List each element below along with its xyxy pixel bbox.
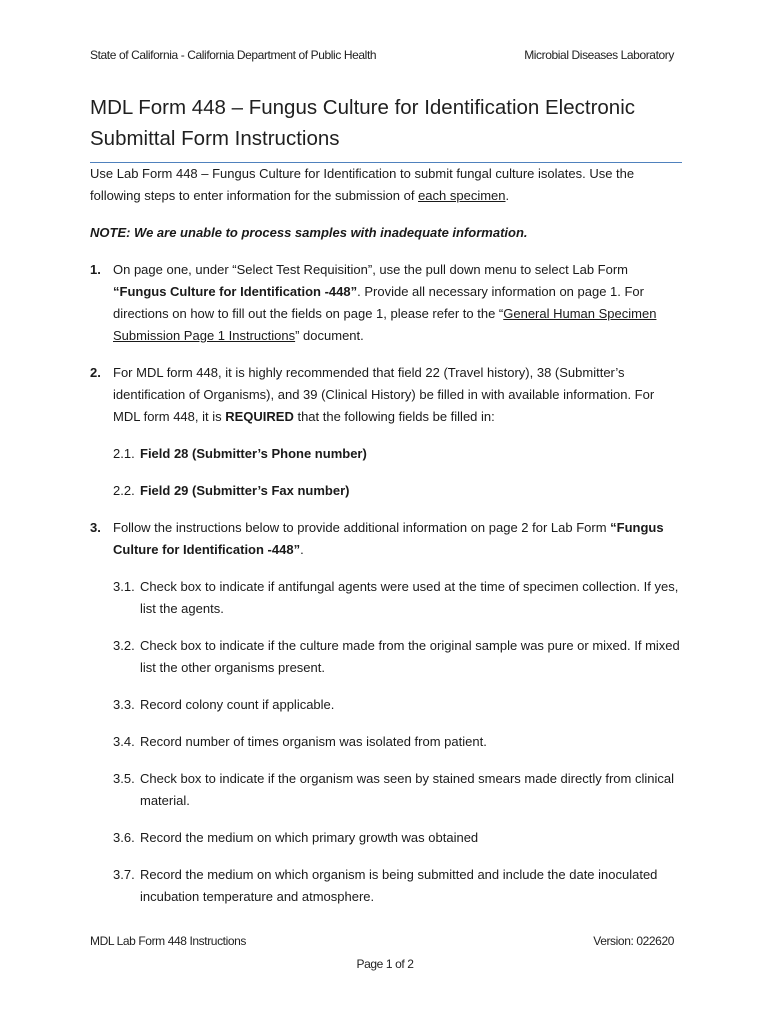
header-agency: State of California - California Department of Public Health [90, 48, 377, 62]
footer-form-name: MDL Lab Form 448 Instructions [90, 934, 247, 948]
substep-number: 3.2. [113, 638, 135, 653]
substep-3-3 [90, 694, 682, 716]
step-1-text-b: . Provide all necessary information on page 1. For directions on how to fill out the fields on page 1, please refer to the “ [113, 284, 644, 321]
required-label: REQUIRED [225, 409, 294, 424]
step-3 [90, 517, 682, 561]
step-2-text-a: For MDL form 448, it is highly recommended that field 22 (Travel history), 38 (Submitter’s identification of Organisms), and 39 (Clinical History) be filled in with available information. For MDL form 448, it is [113, 365, 655, 424]
substep-number: 2.2. [113, 483, 135, 498]
substep-3-7 [90, 864, 682, 908]
substep-number: 3.7. [113, 867, 135, 882]
substep-number: 3.3. [113, 697, 135, 712]
step-1-text-c: ” document. [295, 328, 364, 343]
document-body [90, 163, 682, 908]
substep-number: 2.1. [113, 446, 135, 461]
intro-text: Use Lab Form 448 – Fungus Culture for Identification to submit fungal culture isolates. Use the following steps to enter information for the submission of [90, 166, 635, 203]
footer-version: Version: 022620 [593, 934, 674, 948]
substep-text: Record number of times organism was isolated from patient. [140, 734, 487, 749]
substep-2-2 [90, 480, 682, 502]
step-number: 3. [90, 520, 101, 535]
general-instructions-link[interactable]: General Human Specimen Submission Page 1 Instructions [113, 306, 657, 343]
substep-text: Check box to indicate if the culture made from the original sample was pure or mixed. If mixed list the other organisms present. [140, 638, 680, 675]
substep-text: Record the medium on which organism is being submitted and include the date inoculated incubation temperature and atmosphere. [140, 867, 658, 904]
substep-text: Check box to indicate if antifungal agents were used at the time of specimen collection. If yes, list the agents. [140, 579, 679, 616]
substep-number: 3.4. [113, 734, 135, 749]
step-number: 1. [90, 262, 101, 277]
page-title [90, 92, 690, 154]
substep-text: Record colony count if applicable. [140, 697, 335, 712]
step-number: 2. [90, 365, 101, 380]
substep-3-1 [90, 576, 682, 620]
substep-number: 3.5. [113, 771, 135, 786]
note-text: NOTE: We are unable to process samples with inadequate information. [90, 225, 528, 240]
substep-2-1 [90, 443, 682, 465]
substep-number: 3.1. [113, 579, 135, 594]
header-lab: Microbial Diseases Laboratory [524, 48, 674, 62]
intro-end: . [505, 188, 510, 203]
step-1-text-a: On page one, under “Select Test Requisition”, use the pull down menu to select Lab Form [113, 262, 628, 277]
step-1-form-name: “Fungus Culture for Identification -448” [113, 284, 358, 299]
substep-3-2 [90, 635, 682, 679]
step-2-text-b: that the following fields be filled in: [293, 409, 495, 424]
intro-underlined: each specimen [418, 188, 506, 203]
step-3-form-name: “Fungus Culture for Identification -448” [113, 520, 664, 557]
step-1 [90, 259, 682, 347]
substep-text: Record the medium on which primary growth was obtained [140, 830, 479, 845]
step-2 [90, 362, 682, 428]
substep-number: 3.6. [113, 830, 135, 845]
substep-text: Check box to indicate if the organism was seen by stained smears made directly from clinical material. [140, 771, 674, 808]
step-3-text-b: . [300, 542, 304, 557]
title-line-2: Submittal Form Instructions [90, 127, 340, 150]
substep-text: Field 28 (Submitter’s Phone number) [140, 446, 367, 461]
substep-3-4 [90, 731, 682, 753]
step-3-text-a: Follow the instructions below to provide additional information on page 2 for Lab Form [113, 520, 611, 535]
substep-3-5 [90, 768, 682, 812]
substep-3-6 [90, 827, 682, 849]
intro-paragraph [90, 163, 682, 207]
page-number: Page 1 of 2 [356, 957, 414, 971]
title-line-1: MDL Form 448 – Fungus Culture for Identification Electronic [90, 96, 636, 119]
substep-text: Field 29 (Submitter’s Fax number) [140, 483, 350, 498]
